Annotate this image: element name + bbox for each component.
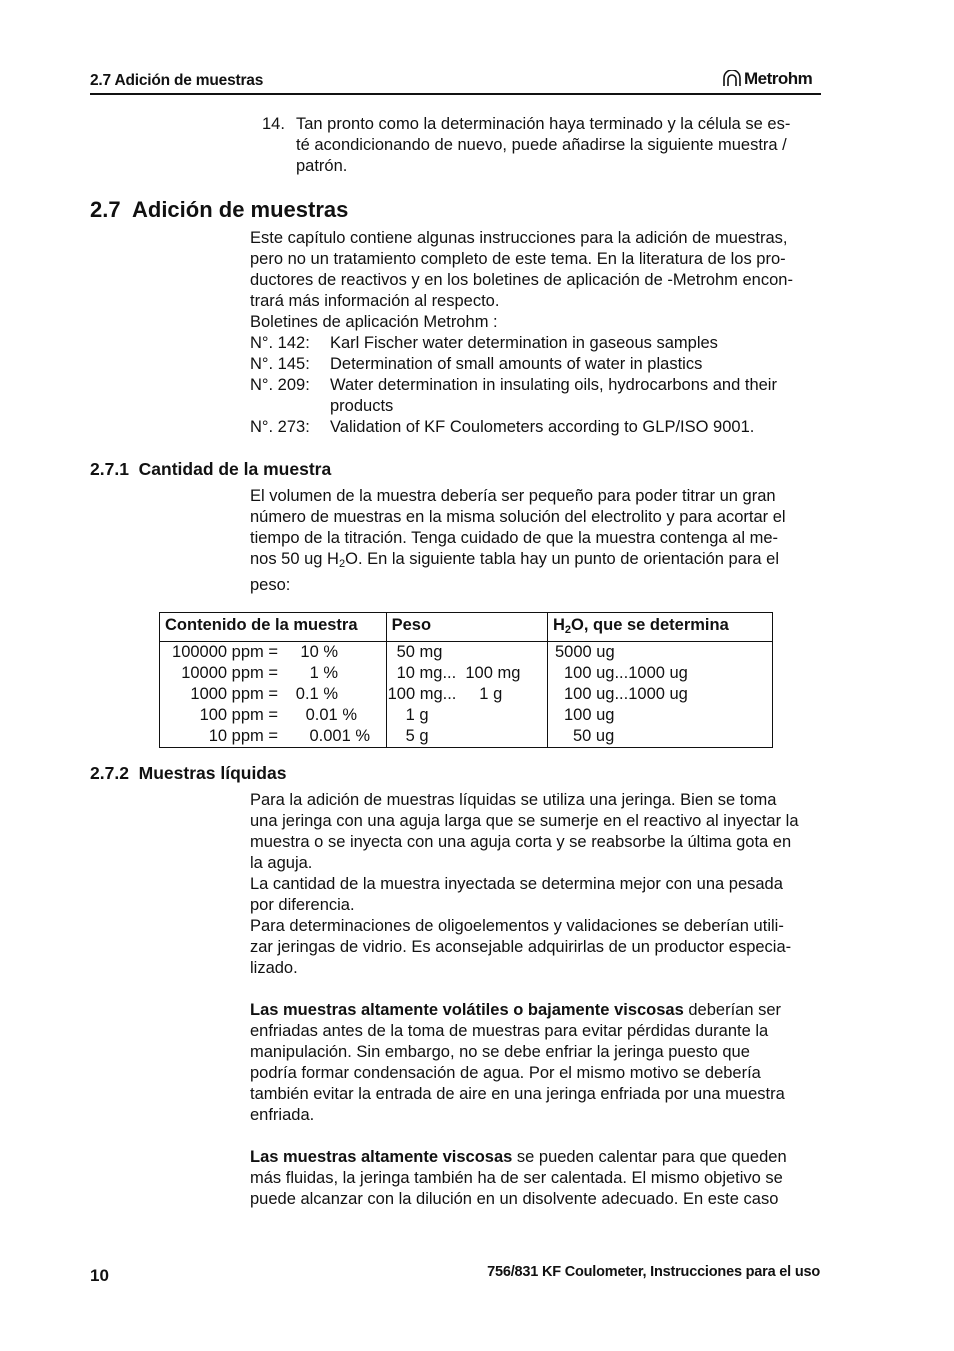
bulletin-title: Validation of KF Coulometers according to GLP/ISO 9001.	[330, 418, 755, 436]
table-cell	[160, 684, 387, 705]
text-line: por diferencia.	[250, 896, 355, 914]
subscript: 2	[338, 558, 346, 570]
text-line: podría formar condensación de agua. Por el mismo motivo se debería	[250, 1064, 761, 1082]
text-line: más fluidas, la jeringa también ha de ser calentada. El mismo objetivo se	[250, 1169, 783, 1187]
text-line: peso:	[250, 576, 291, 594]
section-title-2-7-1: 2.7.1 Cantidad de la muestra	[90, 459, 332, 479]
text-line: té acondicionando de nuevo, puede añadirse la siguiente muestra /	[296, 136, 787, 154]
ppm-value: 10 ppm =	[208, 727, 278, 745]
text-span: O, que se determina	[571, 616, 729, 634]
bulletin-row	[250, 396, 825, 417]
text-span: O. En la siguiente tabla hay un punto de orientación para el	[345, 550, 779, 568]
page-number: 10	[90, 1266, 109, 1285]
metrohm-logo	[722, 69, 812, 89]
bulletin-number: N°. 145:	[250, 355, 310, 373]
sample-quantity-table	[159, 612, 773, 748]
column-header: Peso	[386, 613, 547, 642]
paragraph-spacer	[250, 979, 828, 1000]
text-line: El volumen de la muestra debería ser pequeño para poder titrar un gran	[250, 487, 776, 505]
text-span: deberían ser	[683, 1001, 782, 1019]
table-cell	[160, 663, 387, 684]
bulletin-row	[250, 333, 825, 354]
section-title-2-7-2: 2.7.2 Muestras líquidas	[90, 763, 287, 783]
text-line: número de muestras en la misma solución del electrolito y para acortar el	[250, 508, 786, 526]
bulletin-number: N°. 209:	[250, 376, 310, 394]
column-header	[548, 613, 773, 642]
bulletin-row	[250, 417, 825, 438]
bulletin-title: Karl Fischer water determination in gaseous samples	[330, 334, 718, 352]
bulletin-row	[250, 375, 825, 396]
text-span: H	[553, 616, 565, 634]
header-rule	[90, 93, 821, 95]
bulletin-title: Determination of small amounts of water in plastics	[330, 355, 703, 373]
text-line: Boletines de aplicación Metrohm :	[250, 313, 498, 331]
bulletin-row	[250, 354, 825, 375]
brand-name: Metrohm	[744, 69, 813, 88]
table-row	[160, 726, 773, 748]
bold-lead: Las muestras altamente viscosas	[250, 1148, 513, 1166]
text-span: nos 50 ug H	[250, 550, 339, 568]
table-cell: 100 ug...1000 ug	[548, 684, 773, 705]
text-line	[250, 549, 825, 575]
text-line: enfriada.	[250, 1106, 315, 1124]
text-line: tiempo de la titración. Tenga cuidado de que la muestra contenga al me-	[250, 529, 779, 547]
table-cell	[160, 705, 387, 726]
section-title-2-7: 2.7 Adición de muestras	[90, 197, 349, 222]
bulletin-number: N°. 142:	[250, 334, 310, 352]
ppm-value: 100 ppm =	[199, 706, 278, 724]
table-row	[160, 705, 773, 726]
text-line	[250, 1147, 828, 1168]
bold-lead: Las muestras altamente volátiles o bajamente viscosas	[250, 1001, 684, 1019]
text-line: puede alcanzar con la dilución en un disolvente adecuado. En este caso	[250, 1190, 779, 1208]
text-line: patrón.	[296, 157, 348, 175]
text-line: una jeringa con una aguja larga que se sumerje en el reactivo al inyectar la	[250, 812, 799, 830]
table-cell: 50 ug	[548, 726, 773, 748]
table-row	[160, 684, 773, 705]
table-header-row	[160, 613, 773, 642]
table-cell	[160, 642, 387, 664]
bulletin-number: N°. 273:	[250, 418, 310, 436]
list-item-text	[296, 114, 826, 177]
percent-value: 0.001 %	[309, 727, 370, 745]
table-cell: 100 ug...1000 ug	[548, 663, 773, 684]
section-2-7-2-body	[250, 790, 828, 1210]
table-row	[160, 663, 773, 684]
text-line: manipulación. Sin embargo, no se debe enfriar la jeringa puesto que	[250, 1043, 750, 1061]
table-cell: 5000 ug	[548, 642, 773, 664]
bulletin-number	[250, 396, 330, 417]
text-line: la aguja.	[250, 854, 313, 872]
percent-value: 10 %	[300, 643, 338, 661]
paragraph-spacer	[250, 1126, 828, 1147]
table-cell: 50 mg	[386, 642, 547, 664]
list-item-number: 14.	[262, 115, 285, 133]
section-2-7-body	[250, 228, 825, 438]
table-cell: 5 g	[386, 726, 547, 748]
bulletin-title: products	[330, 397, 394, 415]
metrohm-logo-icon	[722, 70, 742, 88]
table-cell: 100 mg... 1 g	[386, 684, 547, 705]
text-line	[250, 1000, 828, 1021]
percent-value: 0.1 %	[295, 685, 338, 703]
column-header: Contenido de la muestra	[160, 613, 387, 642]
text-line: zar jeringas de vidrio. Es aconsejable adquirirlas de un productor especia-	[250, 938, 792, 956]
percent-value: 1 %	[309, 664, 338, 682]
ppm-value: 1000 ppm =	[190, 685, 278, 703]
text-line: también evitar la entrada de aire en una jeringa enfriada por una muestra	[250, 1085, 785, 1103]
text-line: La cantidad de la muestra inyectada se determina mejor con una pesada	[250, 875, 783, 893]
table-cell: 1 g	[386, 705, 547, 726]
text-line: enfriadas antes de la toma de muestras para evitar pérdidas durante la	[250, 1022, 769, 1040]
subscript: 2	[564, 624, 572, 636]
bulletin-title: Water determination in insulating oils, hydrocarbons and their	[330, 376, 777, 394]
text-line: Para la adición de muestras líquidas se utiliza una jeringa. Bien se toma	[250, 791, 777, 809]
text-line: Para determinaciones de oligoelementos y validaciones se deberían utili-	[250, 917, 784, 935]
text-line: pero no un tratamiento completo de este tema. En la literatura de los pro-	[250, 250, 786, 268]
text-line: Tan pronto como la determinación haya terminado y la célula se es-	[296, 115, 791, 133]
text-line: Este capítulo contiene algunas instrucciones para la adición de muestras,	[250, 229, 788, 247]
text-line: muestra o se inyecta con una aguja corta y se reabsorbe la última gota en	[250, 833, 792, 851]
section-2-7-1-body	[250, 486, 825, 596]
text-span: se pueden calentar para que queden	[512, 1148, 787, 1166]
table-cell	[160, 726, 387, 748]
table-row	[160, 642, 773, 664]
text-line: lizado.	[250, 959, 298, 977]
ppm-value: 100000 ppm =	[172, 643, 278, 661]
ppm-value: 10000 ppm =	[181, 664, 278, 682]
running-header-section: 2.7 Adición de muestras	[90, 72, 264, 89]
text-line: ductores de reactivos y en los boletines de aplicación de -Metrohm encon-	[250, 271, 793, 289]
footer-document-title: 756/831 KF Coulometer, Instrucciones para el uso	[487, 1264, 820, 1280]
table-cell: 100 ug	[548, 705, 773, 726]
table-cell: 10 mg... 100 mg	[386, 663, 547, 684]
percent-value: 0.01 %	[305, 706, 357, 724]
text-line: trará más información al respecto.	[250, 292, 500, 310]
